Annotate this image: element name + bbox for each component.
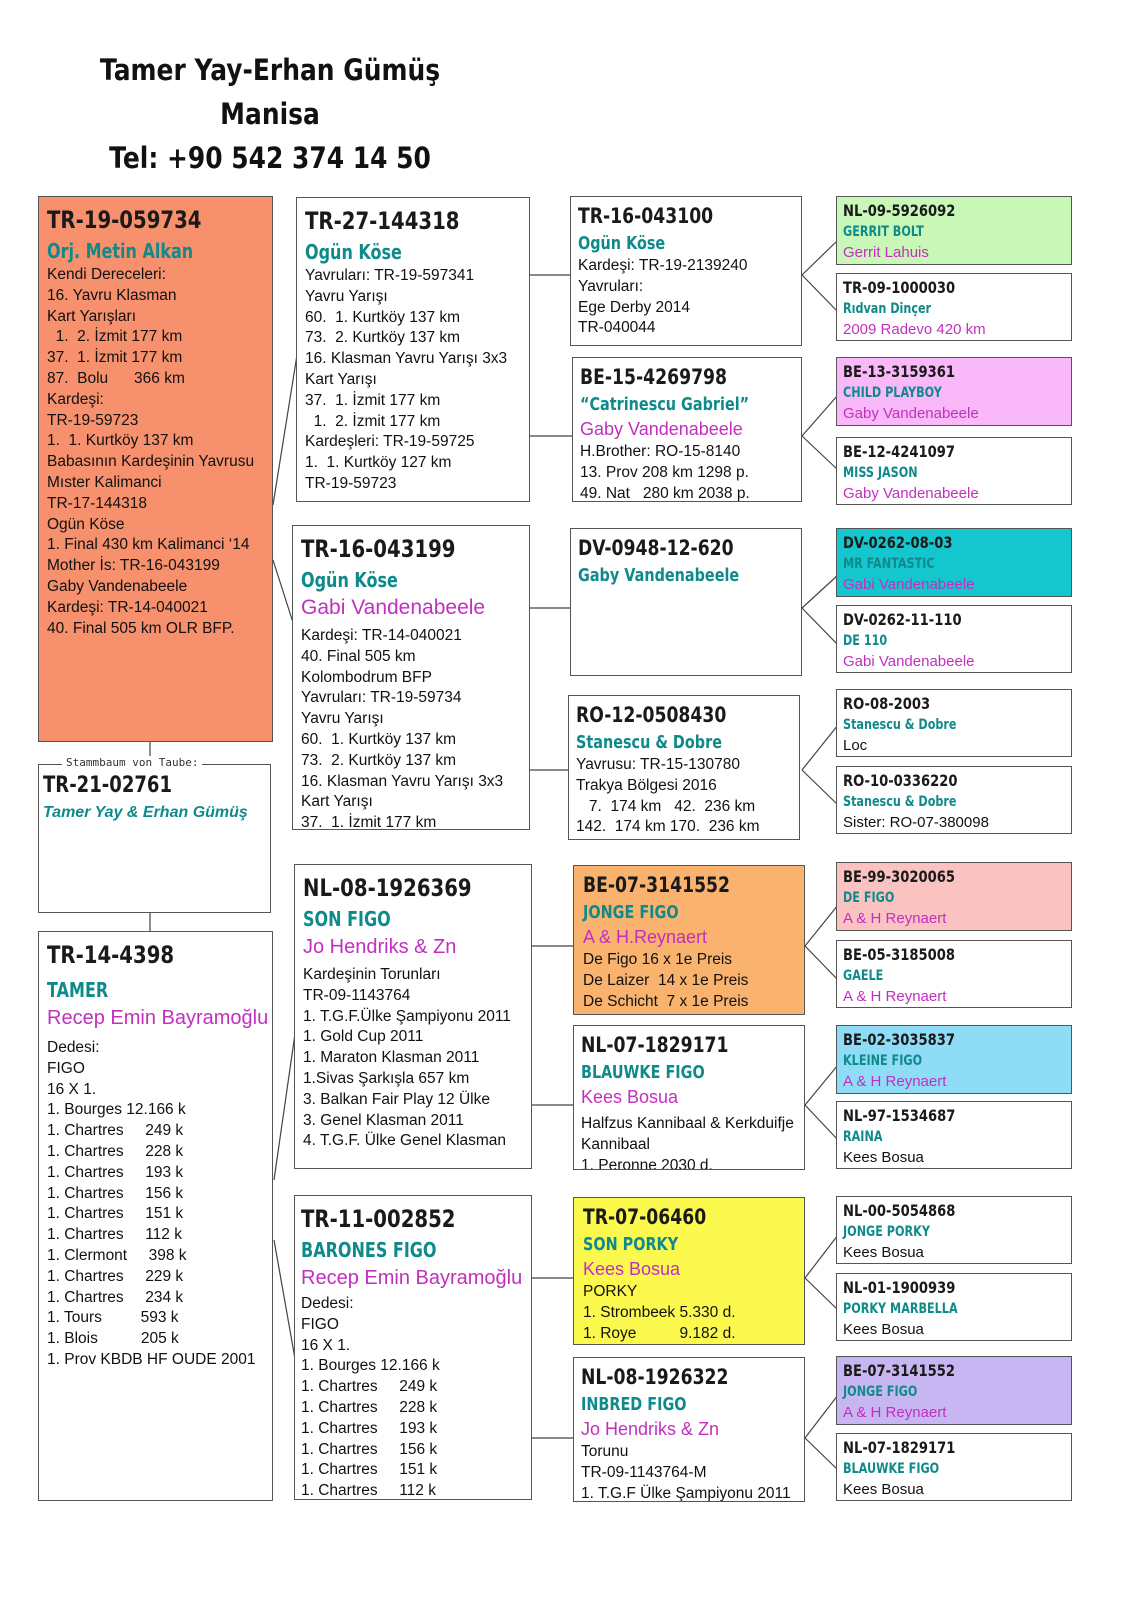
stammbaum-card	[38, 764, 271, 913]
gen4-card	[836, 196, 1072, 265]
note-line: 1. 1. Kurtköy 137 km	[47, 432, 194, 450]
gen3-card	[573, 1197, 805, 1345]
gen3-notes	[578, 256, 794, 339]
gen4-name: MISS JASON	[843, 465, 918, 481]
note-line: Yavruları:	[578, 277, 644, 295]
gen3-name: INBRED FIGO	[581, 1394, 687, 1415]
gen4-card	[836, 1433, 1072, 1501]
gen2-ring: NL-08-1926369	[303, 874, 472, 902]
note-line: 1. Chartres 193 k	[301, 1419, 438, 1437]
note-line: De Schicht 7 x 1e Preis	[583, 992, 749, 1010]
gen2-notes	[301, 1294, 523, 1500]
note-line: TR-09-1143764	[303, 986, 411, 1004]
note-line: 1. Tours 593 k	[47, 1309, 179, 1327]
note-line: 1. Chartres 151 k	[47, 1205, 184, 1223]
gen4-ring: BE-07-3141552	[843, 1361, 956, 1380]
gen4-card	[836, 862, 1072, 931]
gen3-card	[570, 528, 802, 676]
gen4-ring: NL-97-1534687	[843, 1106, 956, 1125]
gen3-owner: Kees Bosua	[583, 1259, 681, 1279]
gen4-owner: Gerrit Lahuis	[843, 244, 929, 261]
note-line: Kart Yarışı	[301, 793, 373, 811]
gen4-card	[836, 1356, 1072, 1425]
note-line: 37. 1. İzmit 177 km	[301, 814, 437, 830]
gen2-card	[294, 1195, 532, 1500]
note-line: 1. Chartres 156 k	[301, 1440, 438, 1458]
gen2-notes	[303, 965, 523, 1152]
gen4-card	[836, 357, 1072, 426]
note-line: 60. 1. Kurtköy 137 km	[305, 308, 461, 326]
gen4-owner: Gabi Vandenabeele	[843, 576, 975, 593]
gen4-card	[836, 1025, 1072, 1094]
note-line: TR-09-1143764-M	[581, 1463, 707, 1481]
note-line: 1. Bourges 12.166 k	[301, 1357, 440, 1375]
gen3-notes	[576, 755, 792, 838]
gen4-ring: BE-12-4241097	[843, 442, 956, 461]
note-line: Torunu	[581, 1443, 629, 1460]
note-line: Kolombodrum BFP	[301, 668, 432, 686]
gen4-owner: A & H Reynaert	[843, 988, 947, 1005]
note-line: Yavru Yarışı	[301, 710, 384, 728]
note-line: TR-19-59723	[305, 474, 397, 492]
note-line: 1. Chartres 249 k	[301, 1378, 438, 1396]
gen2-card	[292, 525, 530, 830]
gen4-owner: Gaby Vandenabeele	[843, 405, 979, 422]
gen3-ring: NL-08-1926322	[581, 1365, 729, 1389]
gen2-ring: TR-16-043199	[301, 535, 456, 563]
note-line: 1. Final 430 km Kalimanci ‘14	[47, 536, 250, 554]
gen3-name: “Catrinescu Gabriel”	[580, 394, 750, 415]
gen3-card	[573, 1357, 805, 1502]
note-line: 1. Clermont 398 k	[47, 1246, 187, 1264]
gen4-ring: TR-09-1000030	[843, 278, 956, 297]
note-line: Halfzus Kannibaal & Kerkduifje	[581, 1115, 794, 1132]
gen4-card	[836, 1101, 1072, 1169]
sire-notes	[47, 265, 264, 639]
gen3-name: Gaby Vandenabeele	[578, 565, 740, 586]
note-line: 4. T.G.F. Ülke Genel Klasman	[303, 1132, 507, 1150]
note-line: 1. 2. İzmit 177 km	[47, 328, 183, 346]
gen2-notes	[305, 266, 521, 495]
gen3-ring: TR-07-06460	[583, 1205, 707, 1229]
gen2-name: Ogün Köse	[305, 240, 402, 264]
note-line: FIGO	[301, 1315, 339, 1333]
note-line: 1. Chartres 228 k	[47, 1142, 184, 1160]
note-line: Kardeşi: TR-14-040021	[301, 627, 462, 644]
gen4-ring: NL-00-5054868	[843, 1201, 956, 1220]
gen3-name: SON PORKY	[583, 1234, 679, 1255]
breeder-phone: Tel: +90 542 374 14 50	[109, 141, 431, 175]
note-line: 13. Prov 208 km 1298 p.	[580, 463, 749, 481]
gen4-ring: BE-02-3035837	[843, 1030, 956, 1049]
gen4-owner: A & H Reynaert	[843, 910, 947, 927]
note-line: Babasının Kardeşinin Yavrusu	[47, 453, 255, 471]
note-line: 16 X 1.	[301, 1336, 351, 1354]
gen4-name: Stanescu & Dobre	[843, 794, 957, 810]
note-line: 1. 1. Kurtköy 127 km	[305, 454, 452, 472]
note-line: 1. T.G.F Ülke Şampiyonu 2011	[581, 1484, 791, 1502]
note-line: 16. Yavru Klasman	[47, 286, 177, 304]
gen4-card	[836, 689, 1072, 757]
gen3-card	[572, 357, 802, 502]
note-line: Kart Yarışları	[47, 307, 137, 325]
gen3-name: Stanescu & Dobre	[576, 732, 722, 753]
dam-name: TAMER	[47, 978, 109, 1002]
gen4-card	[836, 1196, 1072, 1264]
note-line: Gaby Vandenabeele	[47, 577, 188, 595]
gen4-owner: Kees Bosua	[843, 1149, 924, 1166]
gen2-name: Ogün Köse	[301, 568, 398, 592]
note-line: 1. Chartres 249 k	[47, 1122, 184, 1140]
note-line: 1. Chartres 229 k	[47, 1267, 184, 1285]
stammbaum-owner: Tamer Yay & Erhan Gümüş	[43, 804, 248, 821]
gen4-owner: Kees Bosua	[843, 1244, 924, 1261]
gen4-ring: BE-13-3159361	[843, 362, 956, 381]
dam-card	[38, 931, 273, 1501]
gen4-ring: DV-0262-08-03	[843, 533, 953, 552]
gen4-card	[836, 437, 1072, 505]
note-line: 1. Roye 9.182 d.	[583, 1324, 736, 1342]
note-line: 73. 2. Kurtköy 137 km	[305, 329, 461, 347]
note-line: Kardeşi: TR-19-2139240	[578, 257, 748, 274]
gen4-owner: Gaby Vandenabeele	[843, 485, 979, 502]
note-line: Yavruları: TR-19-597341	[305, 267, 475, 284]
note-line: 1. Chartres 228 k	[301, 1398, 438, 1416]
gen3-ring: TR-16-043100	[578, 204, 714, 228]
gen4-name: Rıdvan Dinçer	[843, 301, 932, 317]
note-line: 1. Chartres 112 k	[47, 1226, 182, 1244]
note-line: TR-19-59723	[47, 411, 139, 429]
gen4-name: RAINA	[843, 1129, 883, 1145]
note-line: Trakya Bölgesi 2016	[576, 776, 717, 794]
gen3-notes	[583, 1282, 797, 1344]
gen3-name: Ogün Köse	[578, 233, 666, 254]
note-line: Kardeşi:	[47, 390, 104, 408]
note-line: Ogün Köse	[47, 515, 125, 533]
gen2-ring: TR-27-144318	[305, 207, 460, 235]
note-line: 1. Chartres 234 k	[47, 1288, 184, 1306]
note-line: 16. Klasman Yavru Yarışı 3x3	[305, 350, 508, 368]
note-line: 1. Strombeek 5.330 d.	[583, 1303, 736, 1321]
breeder-city: Manisa	[220, 97, 320, 131]
stammbaum-ring: TR-21-02761	[43, 773, 173, 798]
gen4-card	[836, 1273, 1072, 1341]
note-line: 87. Bolu 366 km	[47, 369, 185, 387]
note-line: 16. Klasman Yavru Yarışı 3x3	[301, 772, 504, 790]
gen2-name: BARONES FIGO	[301, 1238, 437, 1262]
gen3-notes	[581, 1442, 797, 1502]
gen4-ring: RO-10-0336220	[843, 771, 958, 790]
note-line: 1. Maraton Klasman 2011	[303, 1049, 480, 1067]
gen3-notes	[581, 1114, 797, 1170]
note-line: 40. Final 505 km OLR BFP.	[47, 619, 235, 637]
dam-owner: Recep Emin Bayramoğlu	[47, 1007, 269, 1029]
gen3-owner: Jo Hendriks & Zn	[581, 1419, 720, 1439]
note-line: Kardeşinin Torunları	[303, 966, 441, 983]
note-line: 142. 174 km 170. 236 km	[576, 818, 760, 836]
gen4-owner: Sister: RO-07-380098	[843, 814, 989, 831]
note-line: 1. Prov KBDB HF OUDE 2001	[47, 1350, 256, 1368]
gen4-name: DE 110	[843, 633, 888, 649]
note-line: Mıster Kalimanci	[47, 473, 162, 491]
gen4-card	[836, 940, 1072, 1008]
gen4-card	[836, 605, 1072, 673]
gen4-ring: NL-07-1829171	[843, 1438, 956, 1457]
note-line: 1. Chartres 156 k	[47, 1184, 184, 1202]
note-line: 37. 1. İzmit 177 km	[47, 349, 183, 367]
note-line: Kardeşleri: TR-19-59725	[305, 433, 475, 451]
note-line: Kardeşi: TR-14-040021	[47, 598, 208, 616]
note-line: 37. 1. İzmit 177 km	[305, 391, 441, 409]
gen4-ring: RO-08-2003	[843, 694, 931, 713]
note-line: Kendi Dereceleri:	[47, 266, 166, 283]
gen4-owner: Kees Bosua	[843, 1481, 924, 1498]
gen3-card	[573, 1025, 805, 1170]
note-line: 7. 174 km 42. 236 km	[576, 797, 756, 815]
note-line: FIGO	[47, 1059, 85, 1077]
gen2-card	[296, 197, 530, 502]
gen4-ring: BE-05-3185008	[843, 945, 956, 964]
gen4-name: PORKY MARBELLA	[843, 1301, 958, 1317]
gen3-notes	[583, 950, 797, 1012]
note-line: 60. 1. Kurtköy 137 km	[301, 730, 457, 748]
dam-notes	[47, 1038, 264, 1371]
gen3-owner: A & H.Reynaert	[583, 927, 708, 947]
gen3-ring: NL-07-1829171	[581, 1033, 729, 1057]
gen4-name: MR FANTASTIC	[843, 556, 935, 572]
gen4-name: CHILD PLAYBOY	[843, 385, 942, 401]
note-line: 40. Final 505 km	[301, 647, 416, 665]
note-line: TR-17-144318	[47, 494, 147, 512]
gen4-card	[836, 528, 1072, 597]
note-line: Kart Yarışı	[305, 370, 377, 388]
gen4-ring: NL-01-1900939	[843, 1278, 956, 1297]
gen3-card	[570, 196, 802, 346]
gen4-ring: DV-0262-11-110	[843, 610, 962, 629]
sire-card	[38, 196, 273, 742]
gen3-name: BLAUWKE FIGO	[581, 1062, 705, 1083]
gen3-ring: RO-12-0508430	[576, 703, 727, 727]
gen2-ring: TR-11-002852	[301, 1205, 456, 1233]
gen4-name: BLAUWKE FIGO	[843, 1461, 940, 1477]
note-line: TR-040044	[578, 319, 656, 337]
note-line: 1.Sivas Şarkışla 657 km	[303, 1069, 470, 1087]
gen4-name: JONGE PORKY	[843, 1224, 930, 1240]
gen3-ring: BE-07-3141552	[583, 873, 731, 897]
note-line: 1. Chartres 193 k	[47, 1163, 184, 1181]
gen2-owner: Gabi Vandenabeele	[301, 596, 486, 619]
gen3-name: JONGE FIGO	[583, 902, 679, 923]
gen3-ring: BE-15-4269798	[580, 365, 728, 389]
note-line: H.Brother: RO-15-8140	[580, 443, 741, 460]
gen3-card	[573, 865, 805, 1015]
gen4-name: GERRIT BOLT	[843, 224, 924, 240]
note-line: Yavru Yarışı	[305, 287, 388, 305]
gen4-ring: BE-99-3020065	[843, 867, 956, 886]
gen3-card	[568, 695, 800, 840]
gen2-notes	[301, 626, 521, 830]
note-line: De Laizer 14 x 1e Preis	[583, 971, 749, 989]
note-line: 1. Chartres 151 k	[301, 1461, 438, 1479]
gen4-card	[836, 766, 1072, 834]
breeder-names: Tamer Yay-Erhan Gümüş	[99, 53, 441, 87]
note-line: De Figo 16 x 1e Preis	[583, 951, 733, 968]
note-line: 1. T.G.F.Ülke Şampiyonu 2011	[303, 1007, 511, 1025]
gen3-ring: DV-0948-12-620	[578, 536, 734, 560]
gen4-name: Stanescu & Dobre	[843, 717, 957, 733]
dam-ring: TR-14-4398	[47, 941, 175, 969]
note-line: Yavrusu: TR-15-130780	[576, 756, 740, 773]
note-line: Kannibaal	[581, 1135, 650, 1153]
note-line: Dedesi:	[301, 1295, 354, 1312]
note-line: Yavruları: TR-19-59734	[301, 689, 462, 707]
gen4-owner: 2009 Radevo 420 km	[843, 321, 986, 338]
gen4-owner: Kees Bosua	[843, 1321, 924, 1338]
gen2-card	[294, 864, 532, 1169]
note-line: 1. Peronne 2030 d.	[581, 1156, 713, 1170]
note-line: 1. Bourges 12.166 k	[47, 1101, 186, 1119]
note-line: 1. Gold Cup 2011	[303, 1028, 424, 1046]
note-line: Mother İs: TR-16-043199	[47, 557, 220, 575]
note-line: PORKY	[583, 1283, 638, 1300]
gen4-name: DE FIGO	[843, 890, 895, 906]
gen3-owner: Gaby Vandenabeele	[580, 419, 743, 439]
gen3-owner: Kees Bosua	[581, 1087, 679, 1107]
note-line: 16 X 1.	[47, 1080, 97, 1098]
gen2-owner: Recep Emin Bayramoğlu	[301, 1267, 523, 1289]
note-line: 1. Blois 205 k	[47, 1330, 179, 1348]
gen2-owner: Jo Hendriks & Zn	[303, 936, 457, 958]
note-line: Dedesi:	[47, 1039, 100, 1056]
stammbaum-label: Stammbaum von Taube:	[62, 756, 202, 769]
note-line: Ege Derby 2014	[578, 298, 691, 316]
gen4-owner: A & H Reynaert	[843, 1073, 947, 1090]
gen4-name: GAELE	[843, 968, 884, 984]
gen4-owner: A & H Reynaert	[843, 1404, 947, 1421]
gen4-owner: Loc	[843, 737, 868, 754]
gen4-owner: Gabi Vandenabeele	[843, 653, 975, 670]
note-line: 1. Chartres 112 k	[301, 1482, 436, 1500]
gen3-notes	[580, 442, 794, 502]
gen4-ring: NL-09-5926092	[843, 201, 956, 220]
gen4-card	[836, 273, 1072, 341]
gen4-name: JONGE FIGO	[843, 1384, 918, 1400]
gen4-name: KLEINE FIGO	[843, 1053, 923, 1069]
sire-name: Orj. Metin Alkan	[47, 239, 194, 263]
note-line: 49. Nat 280 km 2038 p.	[580, 484, 750, 502]
note-line: 3. Genel Klasman 2011	[303, 1111, 464, 1129]
note-line: 3. Balkan Fair Play 12 Ülke	[303, 1090, 490, 1108]
sire-ring: TR-19-059734	[47, 206, 202, 234]
note-line: 73. 2. Kurtköy 137 km	[301, 751, 457, 769]
note-line: 1. 2. İzmit 177 km	[305, 412, 441, 430]
gen2-name: SON FIGO	[303, 907, 391, 931]
